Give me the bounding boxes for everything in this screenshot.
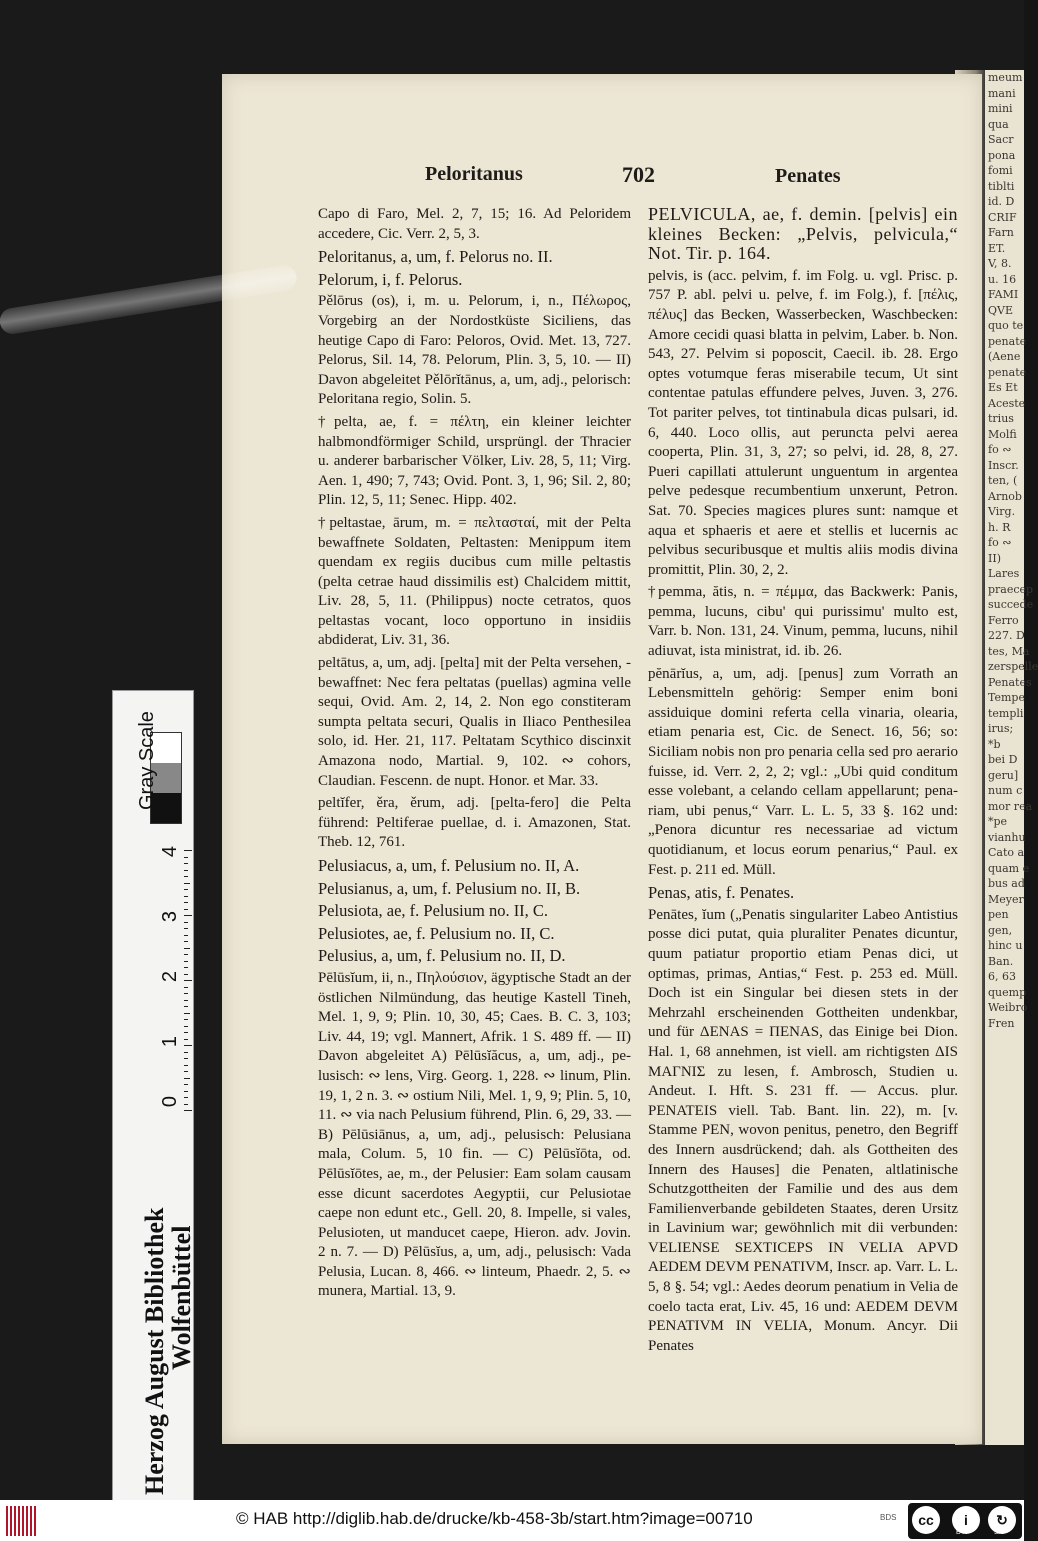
edge-fragment: meum — [988, 71, 1023, 84]
entry: †pelta, ae, f. = πέλτη, ein kleiner leichter halbmondförmiger Schild, ursprüngl. der Thracier u. anderer barbarischer Völker, Liv. 28, 5, 11; Virg. Aen. 1, 490; 7, 743; Ovid. Pont. 3, 1, 96; Sil. 2, 80; Plin. 12, 5, 11; Senec. Hipp. 402. — [318, 413, 631, 509]
entry: pĕnārĭus, a, um, adj. [penus] zum Vorrath an Lebensmitteln gehörig: Semper enim boni assiduique domini referta cella vinaria, olearia, etiam penaria est, Cic. de Senect. 16, 56; so: Siciliam nobis non pro penaria cella sed pro aerario fuisse, id. Verr. 2, 2, 2; vgl.: „Ubi quid conditum esse volebant, a celando cellam appellarunt; penariam, ubi penus,“ Varr. L. L. 5, 33 §. 162 und: „Penora dicuntur res necessariae ad victum quotidianum, et locus eorum penarius,“ Paul. ex Fest. p. 211 ed. Müll. — [648, 665, 958, 878]
ruler-tick — [184, 883, 190, 884]
edge-fragment: u. 16 — [988, 272, 1017, 286]
ruler-tick — [184, 1052, 188, 1053]
ruler-tick — [184, 1091, 188, 1092]
ruler-tick — [184, 1065, 188, 1066]
ruler-tick — [184, 870, 188, 871]
ruler-number: 0 — [159, 1095, 182, 1108]
entry: pelvis, is (acc. pelvim, f. im Folg. u. vgl. Prisc. p. 757 P. abl. pelvi u. pelve, f. im Folg.), f. [πέλις, πέλυς] das Becken, Wasserbecken, Waschbecken: Amore cecidi quasi blatta in pelvim, Laber. b. Non. 543, 27. Pelvim si poposcit, Caecil. ib. 28. Ergo optes votumque feras miserabile tecum, Ut sint contentae patulas effundere pelves, Juven. 3, 276. Tot pariter pelves, tot tintinabula dicas pulsari, id. 6, 440. Loco ollis, aut peruncta pelvi aerea cooperta, Plin. 31, 3, 27; so pelvi, id. 28, 8, 27. Pueri capillati attulerunt unguentum in argentea pelve pedesque recumbentium unxerunt, Petron. Sat. 70. Species magices plures sunt: namque et aqua et sphaeris et aere et stellis et lucernis ac pelvibus securibusque et multis aliis modis divina promittit, Plin. 30, 2, 2. — [648, 267, 958, 578]
ruler-tick — [184, 1045, 192, 1046]
sa-icon: ↻ — [988, 1506, 1016, 1534]
page-number: 702 — [622, 162, 655, 187]
edge-fragment: qua — [988, 117, 1009, 131]
edge-fragment: ET. — [988, 241, 1006, 255]
entry: peltātus, a, um, adj. [pelta] mit der Pelta versehen, -bewaffnet: Nec fera peltatas (puellas) agmina velle sequi, Ovid. Am. 2, 14, 2. Non ego constiteram sumpta peltata securi, Qualis in Iliaco Penthesilea solo, id. Her. 21, 117. Peltatam Scythico discinxit Amazona nodo, Martial. 9, 102. ∾ cohors, Claudian. Fescenn. de nupt. Honor. et Mar. 33. — [318, 655, 631, 789]
ruler-tick — [184, 876, 188, 877]
by-icon: i — [952, 1506, 980, 1534]
edge-fragment: tes, Ma — [988, 644, 1030, 658]
institution-city: Wolfenbüttel — [167, 1225, 196, 1370]
entry: Penātes, ĭum („Penatis singulariter Labeo Antistius posse dici putat, quia pluraliter Penates dicuntur, quum patiatur proportio etiam Penas dici, ut optimas, primas, Antias,“ Fest. p. 253 ed. Müll. Doch ist ein Singular bei diesen stets in der Mehrzahl erscheinenden Gottheiten undenkbar, und für ΔENAS = ΠENAS, das Einige bei Dion. Hal. 1, 68 annehmen, ist viell. am richtigsten ΔIS MAΓNIΣ zu lesen, f. Ambrosch, Studien u. Andeut. I. Hft. S. 231 ff. — Accus. plur. PENATEIS viell. Tab. Bant. lin. 22), m. [v. Stamme PEN, wovon penitus, penetro, den Begriff des Innern ausdrückend; dah. als Gottheiten des Innern des Hauses] die Penaten, altlatinische Schutzgottheiten der Familie und des aus dem Familienverbande gebildeten Staates, deren Ursitz in Lavinium war; gewöhnlich mit dii verbunden: VELIENSE SEXTICEPS IN VELIA APVD AEDEM DEVM PENATIVM, Inscr. ap. Varr. L. L. 5, 8 §. 54; vgl.: Aedes deorum penatium in Velia de coelo tacta erat, Liv. 45, 16 und: AEDEM DEVM PENATIVM IN VELIA, Monum. Ancyr. Dii Penates — [648, 906, 958, 1354]
edge-fragment: fo ∾ — [988, 536, 1012, 549]
ruler-number: 2 — [159, 970, 182, 983]
sa-label: SA — [994, 1529, 1004, 1536]
edge-fragment: (Aene — [988, 350, 1021, 363]
edge-fragment: tiblti — [988, 179, 1015, 193]
edge-fragment: V, 8. — [988, 257, 1012, 270]
edge-fragment: penate — [988, 334, 1027, 348]
edge-fragment: II) — [988, 551, 1001, 565]
edge-fragment: *pe — [988, 815, 1008, 828]
edge-fragment: Ban. — [988, 954, 1014, 968]
ruler-tick — [184, 1039, 188, 1040]
right-guide-word: Penates — [775, 165, 841, 187]
ruler-tick — [184, 1006, 188, 1007]
ruler-tick — [184, 935, 188, 936]
entry: †pemma, ătis, n. = πέμμα, das Backwerk: Panis, pemma, lucuns, cibu' qui purissimu' multo est, Varr. b. Non. 131, 24. Vinum, pemma, lucuns, nihil adiuvat, ista ministrat, id. ib. 26. — [648, 584, 958, 660]
entry: Pělōrus (os), i, m. u. Pelorum, i, n., Πέλωρος, Vorgebirg an der Nordostküste Siciliens, das heutige Capo di Faro: Peloros, Ovid. Met. 13, 727. Pelorus, Sil. 14, 78. Pelorum, Plin. 3, 5, 10. — II) Davon abgeleitet Pělōrĭtānus, a, um, adj., pelorisch: Peloritana regio, Solin. 5. — [318, 293, 631, 408]
entry: Pelusiacus, a, um, f. Pelusium no. II, A. — [318, 856, 580, 875]
edge-fragment: fo ∾ — [988, 443, 1012, 456]
ruler-tick — [184, 850, 192, 851]
edge-fragment: fomi — [988, 164, 1013, 177]
ruler-tick — [184, 1000, 188, 1001]
ruler-tick — [184, 1078, 190, 1079]
edge-fragment: Meyer — [988, 892, 1024, 906]
edge-fragment: Ferro — [988, 613, 1019, 627]
ruler-tick — [184, 1071, 188, 1072]
edge-fragment: 6, 63 — [988, 970, 1016, 983]
edge-fragment: mor rea — [988, 799, 1033, 813]
edge-fragment: hinc u — [988, 939, 1023, 952]
left-column — [318, 205, 631, 1305]
by-label: BY — [956, 1529, 966, 1536]
ruler-tick — [184, 915, 192, 916]
edge-fragment: num c — [988, 784, 1023, 797]
entry: Pelorum, i, f. Pelorus. — [318, 269, 463, 289]
running-head — [0, 160, 1024, 200]
edge-fragment: FAMI — [988, 288, 1019, 301]
ruler-tick — [184, 954, 188, 955]
edge-fragment: mani — [988, 86, 1016, 100]
edge-fragment: *b — [988, 737, 1001, 751]
ruler-tick — [184, 857, 188, 858]
footer-small-text: BDS — [880, 1513, 897, 1522]
ruler-tick — [184, 902, 188, 903]
edge-fragment: succede — [988, 598, 1034, 611]
edge-fragment: Arnob — [988, 489, 1022, 503]
ruler-tick — [184, 1097, 188, 1098]
left-guide-word: Peloritanus — [425, 163, 523, 185]
edge-fragment: mini — [988, 102, 1013, 115]
edge-fragment: Lares — [988, 567, 1020, 580]
ruler-tick — [184, 863, 188, 864]
entry: Penas, atis, f. Penates. — [648, 883, 795, 903]
ruler-tick — [184, 1104, 188, 1105]
cc-license-badge[interactable] — [908, 1503, 1022, 1539]
ruler-tick — [184, 974, 188, 975]
edge-fragment: quo te — [988, 319, 1024, 332]
edge-fragment: Penates — [988, 675, 1032, 689]
edge-fragment: Molfi — [988, 427, 1017, 441]
permalink[interactable]: © HAB http://diglib.hab.de/drucke/kb-458-3b/start.htm?image=00710 — [236, 1509, 753, 1528]
edge-fragment: Sacr — [988, 133, 1014, 146]
edge-fragment: bei D — [988, 753, 1018, 766]
edge-fragment: ten, ( — [988, 474, 1018, 487]
ruler-tick — [184, 987, 188, 988]
ruler-tick — [184, 1019, 188, 1020]
ruler-tick — [184, 1026, 188, 1027]
edge-fragment: vianhu — [988, 830, 1026, 844]
entry: †peltastae, ārum, m. = πελτασταί, mit der Pelta bewaffnete Soldaten, Peltasten: Menippum item quendam ex regiis ducibus cum mille peltastis (pelta cetrae haud dissimilis est) Chalcidem mittit, Liv. 28, 5, 11. (Philippus) nocte cetratos, quos peltastas vocant, loco opportuno in insidiis abdiderat, Liv. 31, 36. — [318, 514, 631, 649]
edge-fragment: CRIF — [988, 210, 1017, 224]
ruler-tick — [184, 928, 188, 929]
ruler-tick — [184, 980, 192, 981]
edge-fragment: Cato a — [988, 846, 1025, 859]
entry: Pēlūsĭum, ii, n., Πηλούσιον, ägyptische Stadt an der östlichen Nilmündung, das heutige Kastell Tineh, Mel. 1, 9, 9; Plin. 10, 30, 45; Caes. B. C. 3, 103; Liv. 44, 19; vgl. Mannert, Afrik. 1 S. 489 ff. — II) Davon abgeleitet A) Pēlūsĭăcus, a, um, adj., pelusisch: ∾ lens, Virg. Georg. 1, 228. ∾ linum, Plin. 19, 1, 2 n. 3. ∾ ostium Nili, Mel. 1, 9, 9; Plin. 5, 10, 11. ∾ via nach Pelusium führend, Plin. 6, 29, 33. — B) Pēlūsiānus, a, um, adj., pelusisch: Pelusiana mala, Colum. 5, 10 fin. — C) Pēlūsĭōta, od. Pēlūsĭōtes, ae, m., der Pelusier: Eam solam causam esse dicunt sacerdotes Aegyptii, cur Pelusiotae caepe non edunt etc., Gell. 20, 8. Impelle, si vales, Pelusioten, ut manducet caepe, Hieron. adv. Jovin. 2 n. 7. — D) Pēlūsĭus, a, um, adj., pelusisch: Vada Pelusia, Lucan. 8, 466. ∾ linteum, Phaedr. 2, 5. ∾ munera, Martial. 13, 9. — [318, 969, 632, 1300]
cc-icon: cc — [912, 1506, 940, 1534]
ruler-tick — [184, 1013, 190, 1014]
edge-fragment: QVE — [988, 303, 1013, 317]
ruler-tick — [184, 1058, 188, 1059]
entry: Peloritanus, a, um, f. Pelorus no. II. — [318, 247, 553, 267]
entry: Pelusiota, ae, f. Pelusium no. II, C. — [318, 901, 549, 921]
edge-fragment: zerspelle — [988, 660, 1038, 673]
entry: Capo di Faro, Mel. 2, 7, 15; 16. Ad Peloridem accedere, Cic. Verr. 2, 5, 3. — [318, 206, 631, 242]
edge-fragment: penate — [988, 365, 1027, 379]
ruler-tick — [184, 889, 188, 890]
ruler-tick — [184, 993, 188, 994]
edge-fragment: templi — [988, 706, 1024, 720]
edge-fragment: pen — [988, 908, 1009, 921]
edge-fragment: praecep — [988, 582, 1034, 596]
edge-fragment: bus ad — [988, 877, 1025, 890]
ruler-tick — [184, 896, 188, 897]
ruler-tick — [184, 922, 188, 923]
gray-scale-label: Gray Scale — [136, 711, 158, 810]
edge-fragment: gen, — [988, 923, 1013, 937]
edge-fragment: geru] — [988, 768, 1019, 782]
entry: Pelusianus, a, um, f. Pelusium no. II, B. — [318, 878, 581, 898]
hab-logo-icon — [6, 1506, 36, 1536]
ruler-number: 1 — [159, 1035, 182, 1048]
edge-fragment: Inscr. — [988, 458, 1019, 472]
edge-fragment: 227. D — [988, 629, 1025, 642]
edge-fragment: Weibro — [988, 1001, 1028, 1014]
ruler-tick — [184, 961, 188, 962]
institution-name: Herzog August Bibliothek — [140, 1207, 169, 1495]
edge-fragment: Farn — [988, 226, 1014, 239]
entry: peltĭfer, ěra, ěrum, adj. [pelta-fero] die Pelta führend: Peltiferae puellae, d. i. Amazonen, Stat. Theb. 12, 761. — [318, 795, 631, 851]
edge-fragment: Aceste — [988, 396, 1026, 410]
edge-fragment: quam e — [988, 861, 1030, 875]
edge-fragment: Fren — [988, 1016, 1015, 1030]
ruler-tick — [184, 1032, 188, 1033]
edge-fragment: Tempe — [988, 691, 1025, 704]
edge-fragment: quemp — [988, 985, 1027, 999]
entry: PELVICULA, ae, f. demin. [pelvis] ein kleines Becken: „Pelvis, pelvicula,“ Not. Tir. p. 164. — [648, 204, 958, 264]
ruler-tick — [184, 1084, 188, 1085]
edge-fragment: trius — [988, 412, 1014, 425]
ruler-tick — [184, 967, 188, 968]
entry: Pelusiotes, ae, f. Pelusium no. II, C. — [318, 923, 555, 943]
edge-fragment: id. D — [988, 195, 1015, 208]
edge-fragment: h. R — [988, 520, 1011, 534]
edge-fragment: pona — [988, 148, 1016, 162]
entry: Pelusius, a, um, f. Pelusium no. II, D. — [318, 946, 566, 966]
edge-fragment: Virg. — [988, 505, 1016, 518]
ruler-number: 3 — [159, 910, 182, 923]
ruler-tick — [184, 909, 188, 910]
edge-fragment: Es Et — [988, 381, 1018, 394]
ruler-tick — [184, 948, 190, 949]
edge-fragment: irus; — [988, 722, 1014, 735]
next-page-edge — [982, 70, 1038, 1445]
ruler-tick — [184, 1110, 192, 1111]
right-column — [648, 205, 958, 1359]
ruler-tick — [184, 941, 188, 942]
ruler-number: 4 — [159, 845, 182, 858]
